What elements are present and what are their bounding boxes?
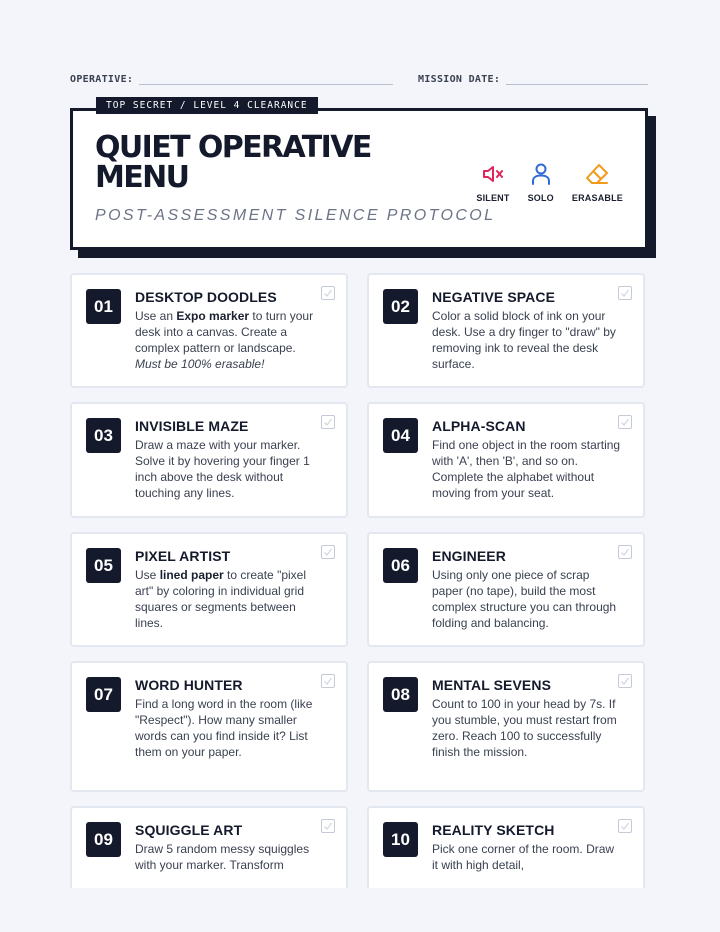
completion-checkbox[interactable] bbox=[618, 286, 632, 300]
mission-card-08 bbox=[367, 661, 645, 792]
badge-erasable bbox=[572, 161, 623, 203]
card-title: ALPHA-SCAN bbox=[432, 418, 526, 434]
page-title bbox=[95, 130, 425, 195]
checkmark-icon bbox=[620, 417, 630, 427]
card-description: Find one object in the room starting with 'A', then 'B', and so on. Complete the alphabet without moving from your seat. bbox=[432, 438, 621, 500]
page-subtitle: POST-ASSESSMENT SILENCE PROTOCOL bbox=[95, 207, 496, 224]
mission-card-07 bbox=[70, 661, 348, 792]
header-panel bbox=[70, 108, 656, 258]
card-title: INVISIBLE MAZE bbox=[135, 418, 249, 434]
checkmark-icon bbox=[323, 547, 333, 557]
card-title: REALITY SKETCH bbox=[432, 822, 555, 838]
operative-line[interactable] bbox=[139, 70, 393, 85]
completion-checkbox[interactable] bbox=[618, 545, 632, 559]
mission-card-06 bbox=[367, 532, 645, 647]
badge-solo bbox=[528, 161, 554, 203]
card-description: Find a long word in the room (like "Respect"). How many smaller words can you find inside it? List them on your paper. bbox=[135, 697, 313, 759]
mission-card-02 bbox=[367, 273, 645, 388]
completion-checkbox[interactable] bbox=[321, 415, 335, 429]
card-number: 05 bbox=[86, 548, 121, 583]
badge-erasable-label: ERASABLE bbox=[571, 193, 623, 203]
checkmark-icon bbox=[620, 821, 630, 831]
card-title: MENTAL SEVENS bbox=[432, 677, 552, 693]
card-description: Color a solid block of ink on your desk. Use a dry finger to "draw" by removing ink to reveal the desk surface. bbox=[432, 309, 616, 371]
checkmark-icon bbox=[323, 821, 333, 831]
card-number: 03 bbox=[86, 418, 121, 453]
checkmark-icon bbox=[620, 288, 630, 298]
card-number: 08 bbox=[383, 677, 418, 712]
card-number: 02 bbox=[383, 289, 418, 324]
card-description: Draw 5 random messy squiggles with your marker. Transform bbox=[135, 842, 310, 872]
completion-checkbox[interactable] bbox=[321, 819, 335, 833]
mission-date-field[interactable] bbox=[418, 70, 648, 85]
clearance-tag: TOP SECRET / LEVEL 4 CLEARANCE bbox=[96, 97, 318, 114]
mission-card-03 bbox=[70, 402, 348, 518]
checkmark-icon bbox=[620, 676, 630, 686]
page-bottom-clip bbox=[0, 888, 720, 932]
completion-checkbox[interactable] bbox=[321, 674, 335, 688]
header-box bbox=[70, 108, 648, 250]
card-title: WORD HUNTER bbox=[135, 677, 243, 693]
mission-date-label: MISSION DATE: bbox=[418, 74, 501, 85]
checkmark-icon bbox=[323, 288, 333, 298]
card-text: Use bbox=[135, 568, 160, 582]
card-text-bold: lined paper bbox=[159, 568, 224, 582]
checkmark-icon bbox=[323, 676, 333, 686]
checkmark-icon bbox=[323, 417, 333, 427]
card-title: PIXEL ARTIST bbox=[135, 548, 231, 564]
operative-field[interactable] bbox=[70, 70, 393, 85]
completion-checkbox[interactable] bbox=[321, 545, 335, 559]
card-description bbox=[135, 308, 325, 372]
card-description: Using only one piece of scrap paper (no tape), build the most complex structure you can through folding and balancing. bbox=[432, 568, 617, 630]
operative-label: OPERATIVE: bbox=[70, 74, 134, 85]
checkmark-icon bbox=[620, 547, 630, 557]
card-title: DESKTOP DOODLES bbox=[135, 289, 277, 305]
mission-fields bbox=[70, 70, 650, 86]
mission-date-line[interactable] bbox=[506, 70, 648, 85]
completion-checkbox[interactable] bbox=[321, 286, 335, 300]
card-description: Draw a maze with your marker. Solve it by hovering your finger 1 inch above the desk without touching any lines. bbox=[135, 438, 310, 500]
mission-card-01 bbox=[70, 273, 348, 388]
muted-speaker-icon bbox=[480, 161, 506, 187]
card-text: Use an bbox=[135, 309, 177, 323]
card-description bbox=[135, 567, 325, 631]
card-text-bold: Expo marker bbox=[176, 309, 250, 323]
badge-silent bbox=[476, 161, 509, 203]
badge-solo-label: SOLO bbox=[527, 193, 554, 203]
card-text-italic: Must be 100% erasable! bbox=[135, 357, 265, 371]
card-description: Count to 100 in your head by 7s. If you stumble, you must restart from zero. Reach 100 to successfully finish the mission. bbox=[432, 697, 617, 759]
badge-silent-label: SILENT bbox=[476, 193, 510, 203]
card-number: 04 bbox=[383, 418, 418, 453]
mission-card-04 bbox=[367, 402, 645, 518]
eraser-icon bbox=[584, 161, 610, 187]
card-number: 06 bbox=[383, 548, 418, 583]
completion-checkbox[interactable] bbox=[618, 819, 632, 833]
completion-checkbox[interactable] bbox=[618, 415, 632, 429]
card-number: 10 bbox=[383, 822, 418, 857]
completion-checkbox[interactable] bbox=[618, 674, 632, 688]
mission-card-05 bbox=[70, 532, 348, 647]
card-text: to turn your desk into a canvas. Create a complex pattern or landscape. bbox=[135, 309, 314, 355]
title-line-1: QUIET OPERATIVE bbox=[95, 130, 371, 165]
title-line-2: MENU bbox=[95, 160, 189, 195]
card-number: 09 bbox=[86, 822, 121, 857]
card-title: SQUIGGLE ART bbox=[135, 822, 243, 838]
card-description: Pick one corner of the room. Draw it with high detail, bbox=[432, 842, 615, 872]
card-title: NEGATIVE SPACE bbox=[432, 289, 556, 305]
card-text: to create "pixel art" by coloring in individual grid squares or segments between lines. bbox=[135, 568, 307, 630]
card-number: 01 bbox=[86, 289, 121, 324]
badge-group bbox=[458, 161, 623, 203]
card-title: ENGINEER bbox=[432, 548, 506, 564]
card-number: 07 bbox=[86, 677, 121, 712]
person-icon bbox=[528, 161, 554, 187]
